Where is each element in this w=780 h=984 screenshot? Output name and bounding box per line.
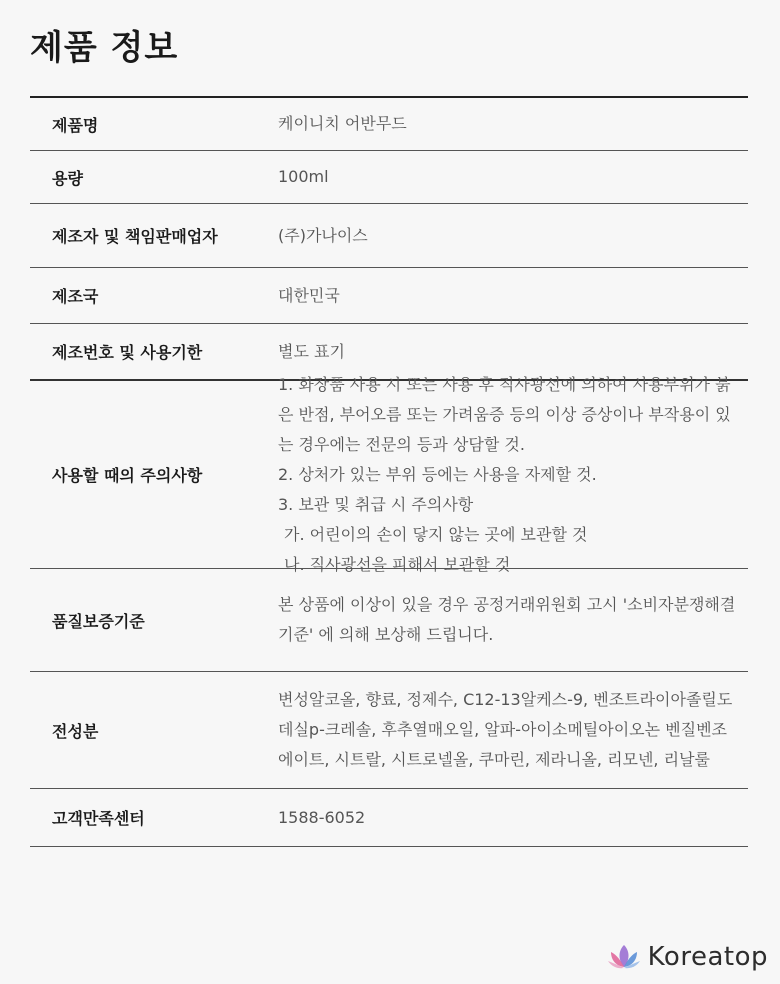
table-row bbox=[30, 151, 748, 204]
table-row bbox=[30, 204, 748, 268]
row-label: 고객만족센터 bbox=[52, 809, 145, 828]
table-row bbox=[30, 374, 748, 574]
table-row bbox=[30, 98, 748, 151]
row-value: 별도 표기 bbox=[278, 341, 345, 361]
table-row bbox=[30, 672, 748, 789]
row-label: 용량 bbox=[52, 168, 83, 188]
table-row bbox=[30, 569, 748, 672]
row-value: 1588-6052 bbox=[278, 807, 366, 827]
table-row bbox=[30, 789, 748, 847]
row-value: 케이니치 어반무드 bbox=[278, 114, 407, 133]
page-title: 제품 정보 bbox=[30, 28, 179, 68]
row-value: 대한민국 bbox=[278, 285, 340, 305]
row-label: 제조번호 및 사용기한 bbox=[52, 343, 203, 362]
row-value: 변성알코올, 향료, 정제수, C12-13알케스-9, 벤조트라이아졸릴도 데실p-크레솔, 후추열매오일, 알파-아이소메틸아이오논 벤질벤조 에이트, 시트랄, 시트로넬올, 쿠마린, 제라니올, 리모넨, 리날룰 bbox=[278, 690, 733, 769]
row-label: 사용할 때의 주의사항 bbox=[52, 466, 203, 485]
watermark-text: Koreatop bbox=[647, 942, 768, 972]
row-label: 제조국 bbox=[52, 287, 99, 306]
row-label: 전성분 bbox=[52, 721, 99, 741]
row-label: 제품명 bbox=[52, 115, 99, 135]
koreatop-watermark bbox=[606, 942, 768, 972]
row-value: 100ml bbox=[278, 167, 329, 186]
product-info-table bbox=[30, 96, 748, 847]
row-value: 1. 화장품 사용 시 또는 사용 후 직사광선에 의하여 사용부위가 붉 은 반점, 부어오름 또는 가려움증 등의 이상 증상이나 부작용이 있 는 경우에는 전문의 등과 상담할 것. 2. 상처가 있는 부위 등에는 사용을 자제할 것. 3. 보관 및 취급 시 주의사항 가. 어린이의 손이 닿지 않는 곳에 보관할 것 나. 직사광선을 피해서 보관할 것 bbox=[278, 374, 731, 574]
row-label: 품질보증기준 bbox=[52, 611, 145, 631]
table-row bbox=[30, 268, 748, 324]
lotus-icon bbox=[606, 942, 642, 972]
row-value: 본 상품에 이상이 있을 경우 공정거래위원회 고시 '소비자분쟁해결 기준' 에 의해 보상해 드립니다. bbox=[278, 595, 736, 644]
row-value: (주)가나이스 bbox=[278, 225, 368, 245]
row-label: 제조자 및 책임판매업자 bbox=[52, 227, 218, 246]
